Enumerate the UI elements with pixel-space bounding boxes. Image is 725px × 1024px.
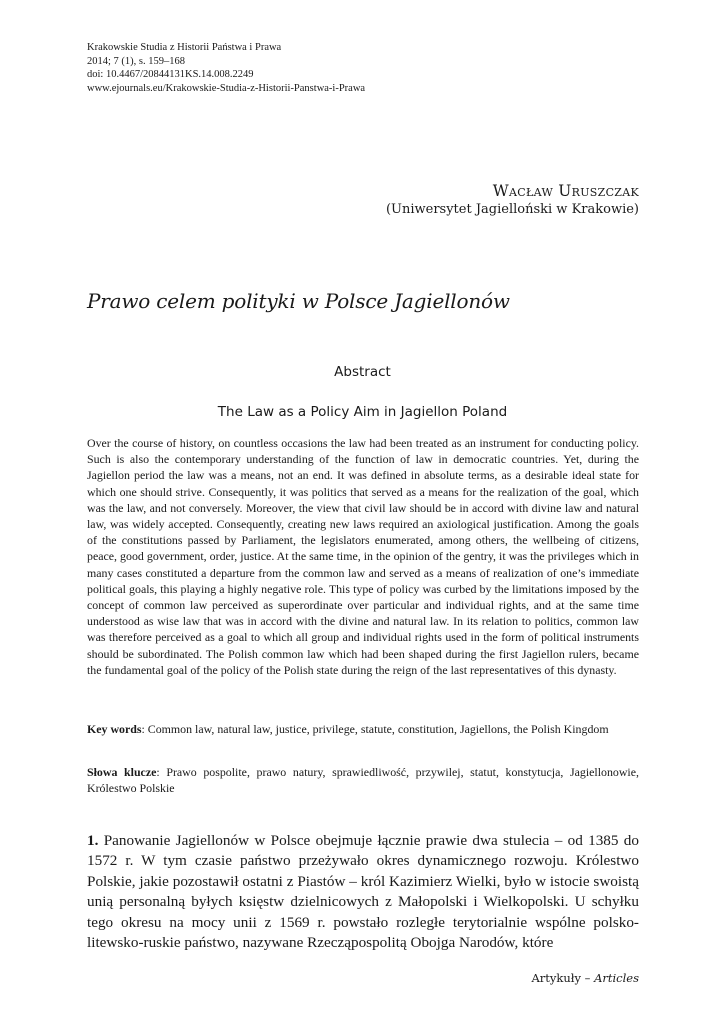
body-paragraph <box>87 831 639 953</box>
footer-section-pl: Artykuły <box>531 971 581 985</box>
doi: doi: 10.4467/20844131KS.14.008.2249 <box>87 69 254 80</box>
keywords-pl-text: : Prawo pospolite, prawo natury, sprawiedliwość, przywilej, statut, konstytucja, Jagiellonowie, Królestwo Polskie <box>87 765 639 796</box>
journal-header <box>87 41 365 95</box>
author-block <box>386 181 639 219</box>
keywords-label: Key words <box>87 722 142 736</box>
body-text: Panowanie Jagiellonów w Polsce obejmuje łącznie prawie dwa stulecia – od 1385 do 1572 r. W tym czasie państwo przeżywało okres dynamicznego rozwoju. Królestwo Polskie, jakie pozostawił ostatni z Piastów – król Kazimierz Wielki, było w istocie swoistą unią personalną byłych księstw dzielnicowych z Małopolski i Wielkopolski. U schyłku tego okresu na mocy unii z 1569 r. powstało rozległe terytorialnie wspólne polsko-litewsko-ruskie państwo, nazywane Rzecząpospolitą Obojga Narodów, które <box>87 832 639 952</box>
keywords-text: : Common law, natural law, justice, privilege, statute, constitution, Jagiellons, the Polish Kingdom <box>141 722 609 736</box>
section-number: 1. <box>87 832 99 849</box>
footer-section-en: Articles <box>594 971 639 985</box>
volume-pages: 2014; 7 (1), s. 159–168 <box>87 55 185 67</box>
keywords-pl-label: Słowa klucze <box>87 765 157 779</box>
article-title: Prawo celem polityki w Polsce Jagiellonów <box>87 289 510 313</box>
keywords-en <box>87 721 639 737</box>
page-footer <box>531 971 639 985</box>
footer-separator: – <box>581 971 595 985</box>
journal-url: www.ejournals.eu/Krakowskie-Studia-z-Historii-Panstwa-i-Prawa <box>87 82 366 94</box>
journal-name: Krakowskie Studia z Historii Państwa i Prawa <box>87 42 282 53</box>
abstract-heading: Abstract <box>334 364 391 380</box>
author-name: Wacław Uruszczak <box>492 182 639 200</box>
abstract-subtitle: The Law as a Policy Aim in Jagiellon Poland <box>217 404 508 420</box>
author-affiliation: (Uniwersytet Jagielloński w Krakowie) <box>385 202 639 217</box>
abstract-text: Over the course of history, on countless occasions the law had been treated as an instrument for conducting policy. Such is also the contemporary understanding of the function of law in democratic countries. Yet, during the Jagiellon period the law was a means, not an end. It was defined in absolute terms, as a desirable ideal state for which one should strive. Consequently, it was politics that served as a means for the realization of the goal, which was the law, and not conversely. Moreover, the view that civil law should be in accord with divine law and natural law, was widely accepted. Consequently, creating new laws required an axiological justification. Among the goals of the constitutions passed by Parliament, the legislators enumerated, among others, the wellbeing of citizens, peace, good government, order, justice. At the same time, in the opinion of the gentry, it was the privileges which in many cases constituted a departure from the common law and served as a means of realization of one’s immediate political goals, this playing a highly negative role. This type of policy was curbed by the limitations imposed by the concept of common law perceived as superordinate over particular and individual rights, and at the same time understood as wise law that was in accord with the divine and natural law. In its relation to politics, common law was therefore perceived as a goal to which all group and individual rights used in the form of political instruments should be subordinated. The Polish common law which had been shaped during the first Jagiellon rulers, became the fundamental goal of the policy of the Polish state during the reign of the last representatives of this dynasty. <box>87 436 639 677</box>
keywords-pl <box>87 764 639 796</box>
